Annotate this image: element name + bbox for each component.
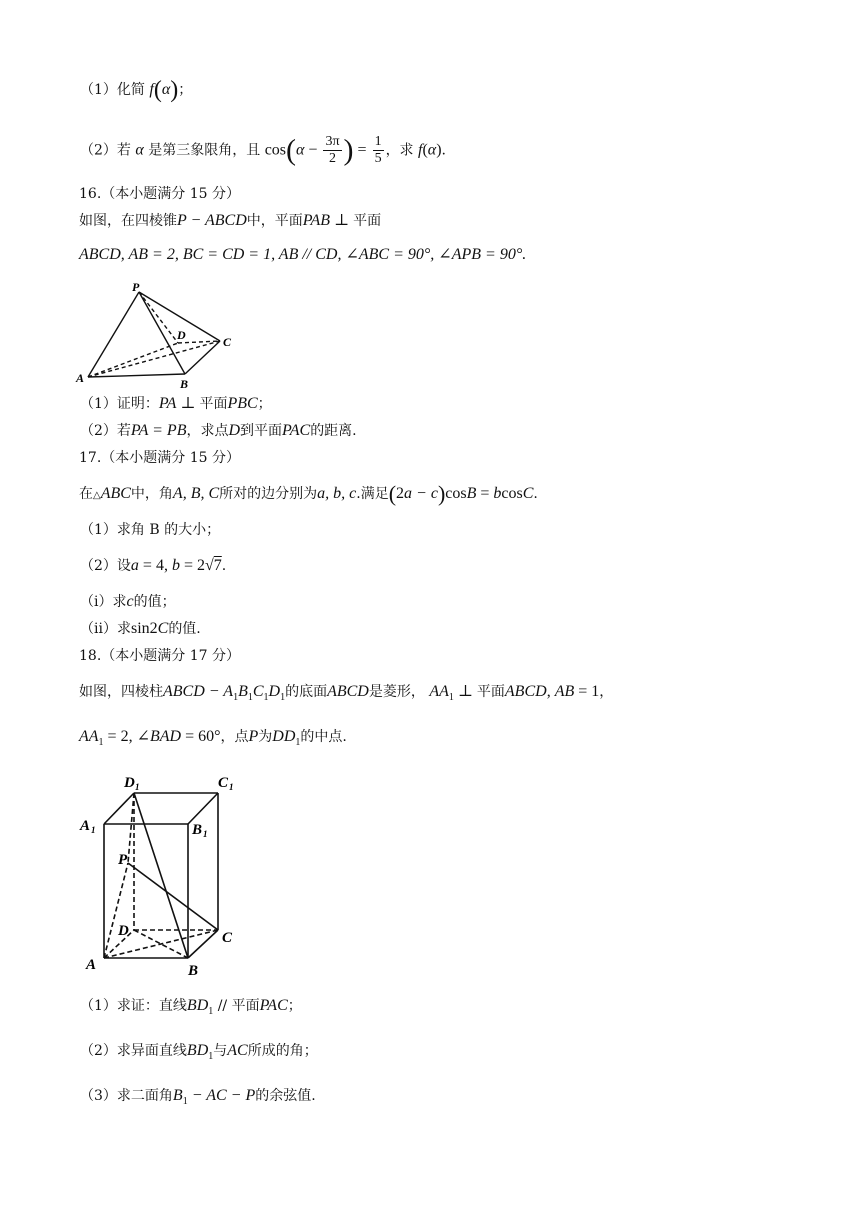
label-D1: D xyxy=(124,775,135,791)
q17-part-ii: （ii）求sin2C的值. xyxy=(80,620,201,637)
label-P: P xyxy=(132,280,140,294)
label-C1: C xyxy=(218,775,229,791)
q16-header: 16.（本小题满分 15 分） xyxy=(79,186,240,202)
q16-stem: 如图，在四棱锥P − ABCD中，平面PAB ⊥ 平面 xyxy=(79,212,382,229)
q18-stem: 如图，四棱柱ABCD − $A_1B_1C_1D_1$的底面ABCD是菱形， $AA_1$ ⊥ 平面ABCD, AB = 1， xyxy=(79,683,614,704)
q18-stem2: $AA_1 = 2$, ∠BAD = 60°，点P为$DD_1$的中点. xyxy=(79,728,347,749)
label-A1: A xyxy=(80,818,91,834)
svg-text:1: 1 xyxy=(229,782,234,792)
label-B: B xyxy=(188,963,199,979)
q17-part-i: （i）求c的值； xyxy=(80,593,176,610)
label-D: D xyxy=(177,328,186,342)
q16-conditions: ABCD, AB = 2, BC = CD = 1, AB // CD, ∠ABC = 90°, ∠APB = 90°. xyxy=(79,246,527,263)
q17-header: 17.（本小题满分 15 分） xyxy=(79,450,240,466)
q17-part1: （1）求角 B 的大小； xyxy=(80,522,221,538)
label-P: P xyxy=(118,852,128,868)
svg-text:1: 1 xyxy=(135,782,140,792)
q18-header: 18.（本小题满分 17 分） xyxy=(79,648,240,664)
q17-part2: （2）设a = 4, b = 2√7. xyxy=(80,557,227,574)
q15-part1: （1）化简 f(α)； xyxy=(80,77,193,103)
q18-part1: （1）求证：直线$BD_1$ // 平面PAC； xyxy=(80,997,302,1018)
q18-part3: （3）求二面角$B_1$ − AC − P的余弦值. xyxy=(80,1087,316,1108)
q18-prism-figure xyxy=(78,768,248,980)
svg-text:1: 1 xyxy=(203,829,208,839)
label-C: C xyxy=(222,930,233,946)
q16-pyramid-figure xyxy=(74,278,244,390)
label-C: C xyxy=(223,335,232,349)
svg-text:1: 1 xyxy=(91,825,96,835)
q16-part1: （1）证明：PA ⊥ 平面PBC； xyxy=(80,395,272,412)
label-A: A xyxy=(76,371,85,385)
label-A: A xyxy=(86,957,97,973)
label-B1: B xyxy=(192,822,203,838)
label-B: B xyxy=(180,377,189,390)
label-D: D xyxy=(118,923,129,939)
q17-stem: 在△ABC中，角A, B, C所对的边分别为a, b, c.满足(2a − c)cosB = bcosC. xyxy=(79,481,538,506)
q16-part2: （2）若PA = PB，求点D到平面PAC的距离. xyxy=(80,422,357,439)
q15-part2: （2）若 α 是第三象限角，且 cos(α − $\frac{3\pi}{2}$ ) = $\frac{1}{5}$ ，求 f(α). xyxy=(80,133,446,167)
q18-part2: （2）求异面直线$BD_1$与AC所成的角； xyxy=(80,1042,318,1063)
